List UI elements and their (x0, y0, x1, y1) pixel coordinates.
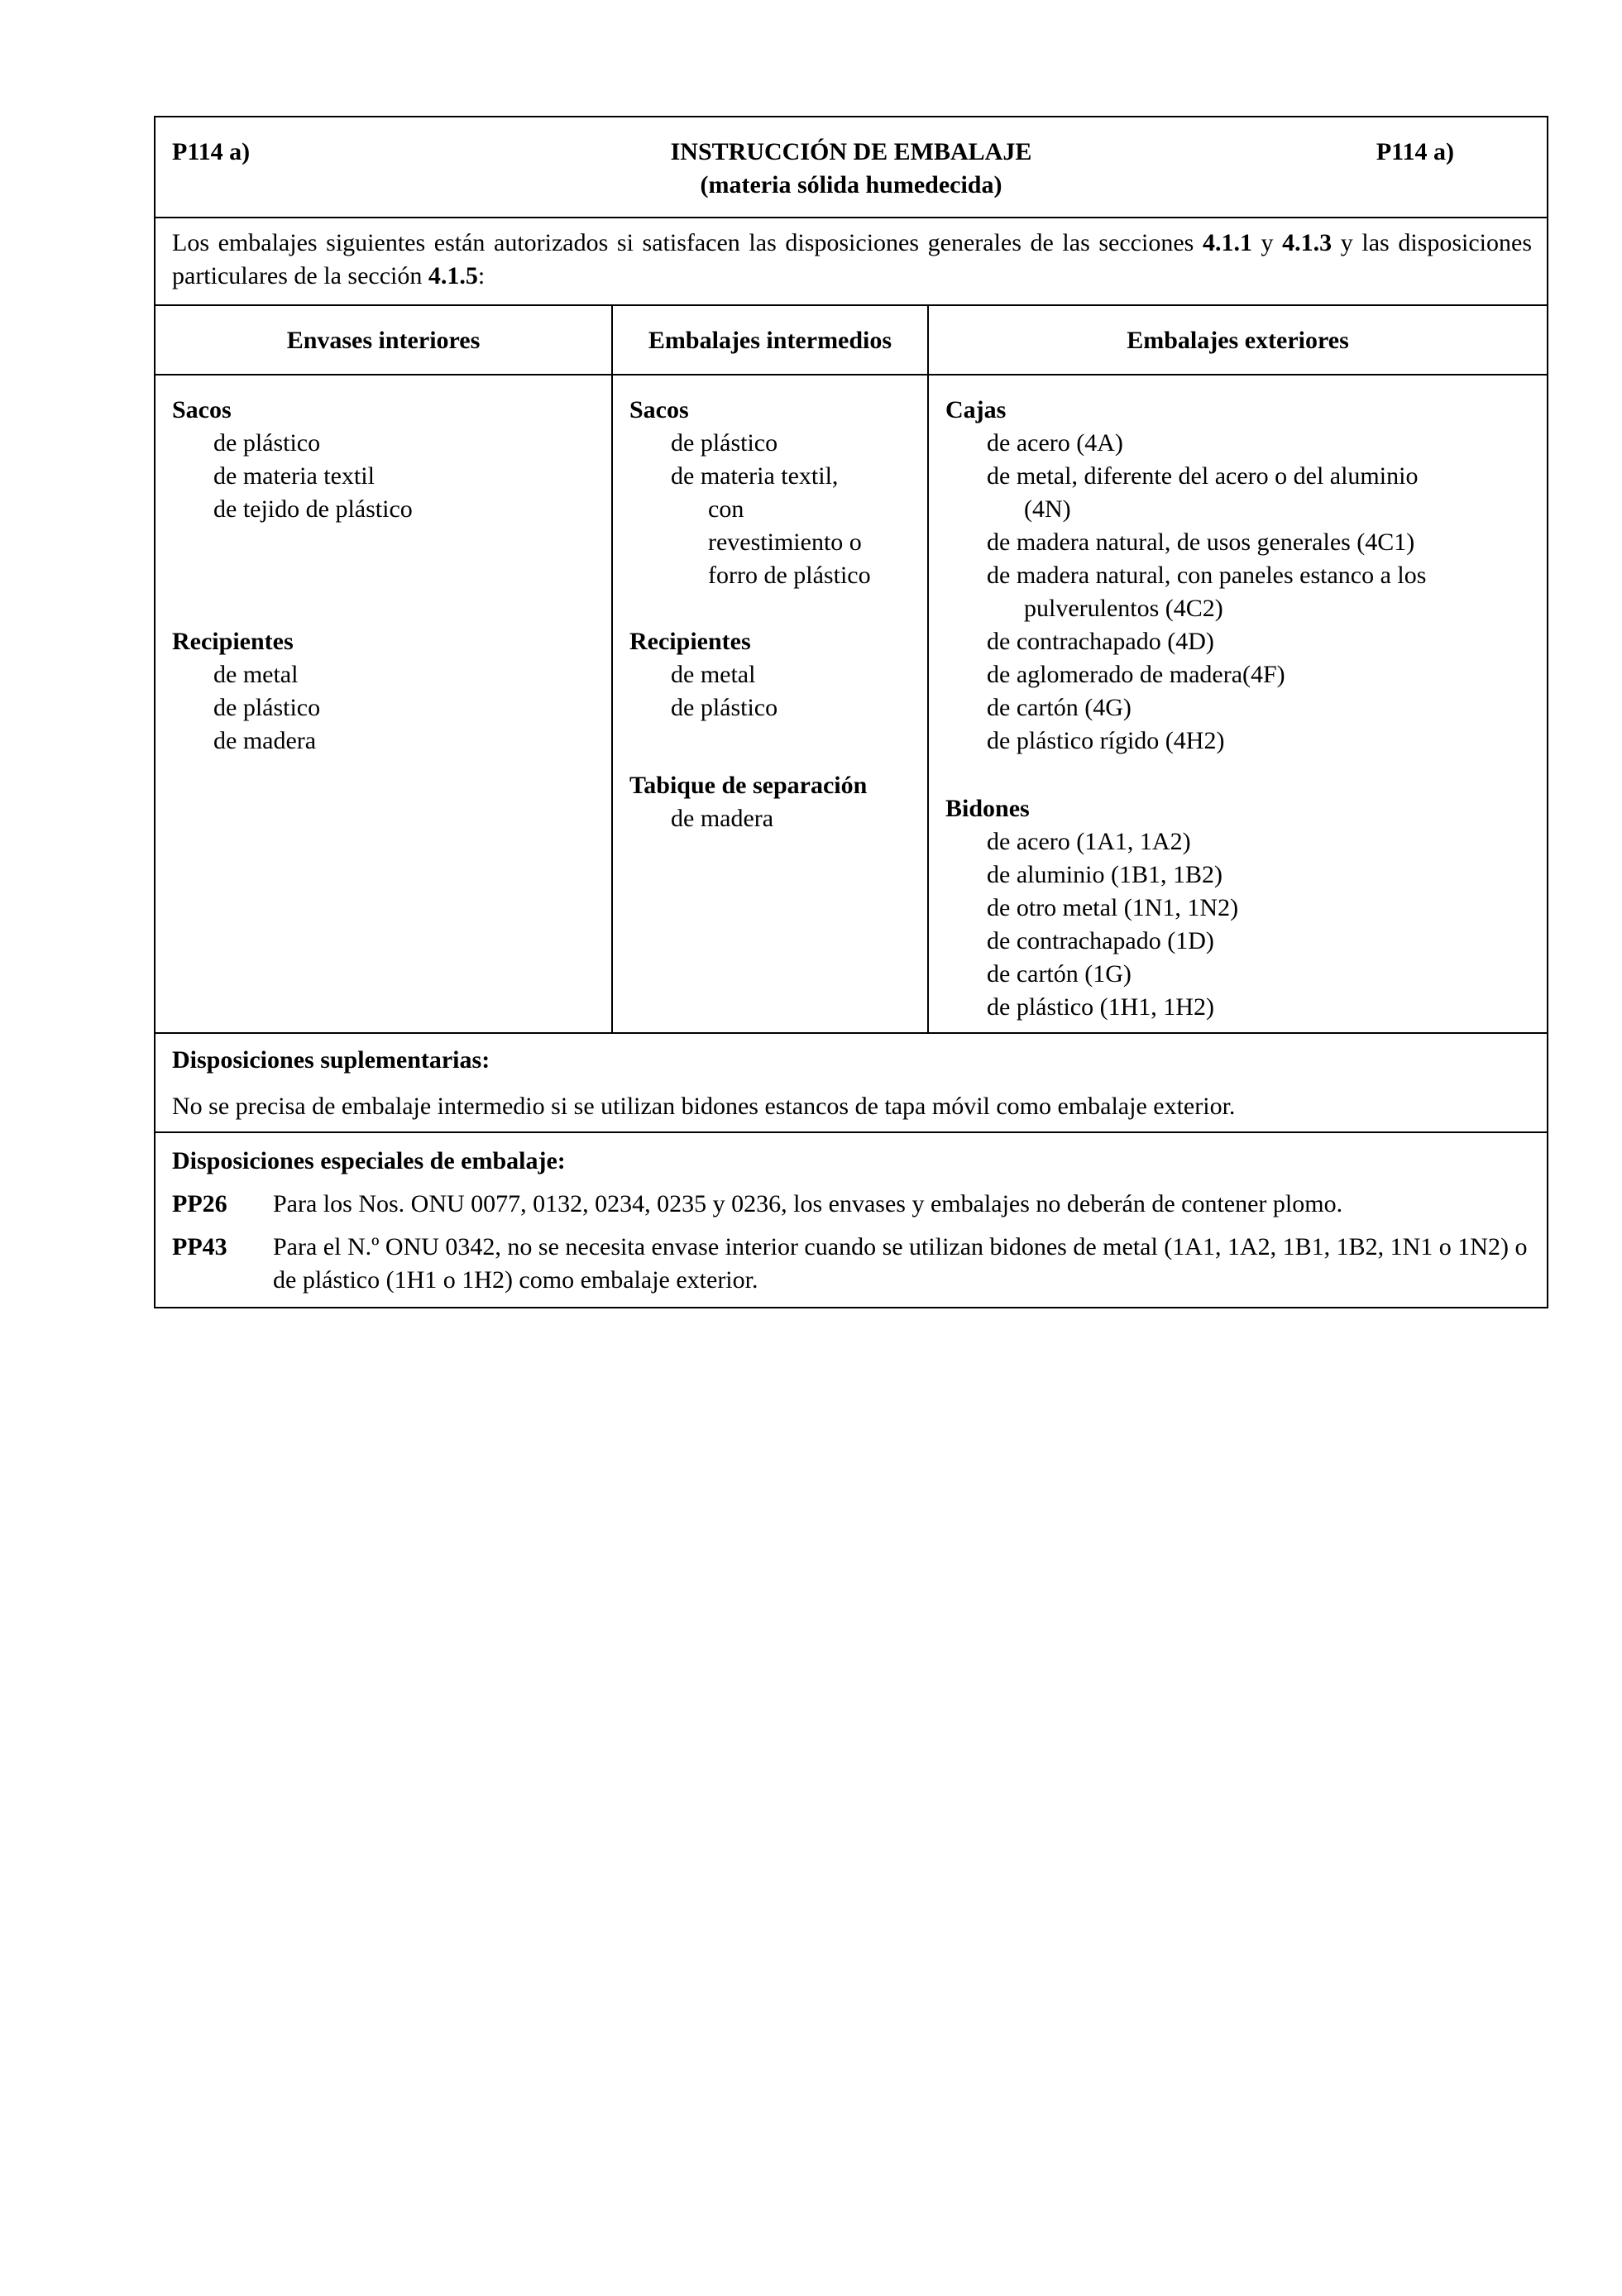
list-item: de plástico rígido (4H2) (987, 727, 1225, 754)
list-item: de madera natural, de usos generales (4C1) (987, 529, 1415, 556)
list-item: con (708, 495, 744, 523)
list-item: de materia textil, (671, 462, 839, 490)
list-item: de plástico (1H1, 1H2) (987, 993, 1214, 1021)
list-item: de plástico (671, 694, 778, 721)
supplementary-text: No se precisa de embalaje intermedio si se utilizan bidones estancos de tapa móvil como embalaje exterior. (172, 1093, 1236, 1120)
list-item: de plástico (213, 429, 321, 457)
column-header-inner: Envases interiores (156, 306, 613, 374)
provision-text: Para el N.º ONU 0342, no se necesita envase interior cuando se utilizan bidones de metal (1A1, 1A2, 1B1, 1B2, 1N1 o 1N2) o de plástico (1H1 o 1H2) como embalaje exterior. (273, 1233, 1528, 1294)
provision-text: Para los Nos. ONU 0077, 0132, 0234, 0235 y 0236, los envases y embalajes no deberán de contener plomo. (273, 1190, 1343, 1217)
outer-group-title: Cajas (945, 396, 1007, 423)
list-item: revestimiento o (708, 529, 862, 556)
inner-packagings-column (156, 375, 613, 1032)
list-item: de metal (213, 661, 299, 688)
section-ref-415: 4.1.5 (428, 262, 478, 289)
list-item: de plástico (213, 694, 321, 721)
instruction-title: INSTRUCCIÓN DE EMBALAJE (670, 138, 1032, 165)
instruction-code-left: P114 a) (172, 138, 251, 165)
list-item: de materia textil (213, 462, 375, 490)
intermediate-group-title: Recipientes (629, 628, 751, 655)
list-item: pulverulentos (4C2) (1024, 595, 1223, 622)
packing-instruction-table (154, 116, 1548, 1308)
special-provision-item (172, 1231, 1532, 1297)
list-item: (4N) (1024, 495, 1071, 523)
list-item: de cartón (1G) (987, 960, 1132, 988)
list-item: de contrachapado (1D) (987, 927, 1214, 954)
instruction-code-right: P114 a) (1376, 138, 1454, 165)
intro-colon: : (477, 262, 486, 289)
intermediate-packagings-column (613, 375, 929, 1032)
list-item: de madera (671, 805, 774, 832)
section-ref-411: 4.1.1 (1202, 229, 1252, 256)
intermediate-group-title: Tabique de separación (629, 772, 868, 799)
inner-group-title: Recipientes (172, 628, 294, 655)
title-row (156, 117, 1547, 218)
intro-text: Los embalajes siguientes están autorizados si satisfacen las disposiciones generales de las secciones (172, 229, 1203, 256)
list-item: de madera natural, con paneles estanco a los (987, 562, 1427, 589)
list-item: de metal, diferente del acero o del aluminio (987, 462, 1419, 490)
supplementary-title: Disposiciones suplementarias: (172, 1046, 490, 1074)
outer-group-title: Bidones (945, 795, 1030, 822)
inner-group-title: Sacos (172, 396, 232, 423)
list-item: de tejido de plástico (213, 495, 413, 523)
instruction-subtitle: (materia sólida humedecida) (700, 171, 1002, 199)
section-ref-413: 4.1.3 (1282, 229, 1333, 256)
list-item: de aluminio (1B1, 1B2) (987, 861, 1222, 888)
special-title: Disposiciones especiales de embalaje: (172, 1147, 566, 1174)
list-item: de aglomerado de madera(4F) (987, 661, 1285, 688)
intro-row (156, 218, 1547, 306)
special-provision-item (172, 1188, 1532, 1221)
list-item: forro de plástico (708, 562, 871, 589)
list-item: de plástico (671, 429, 778, 457)
list-item: de contrachapado (4D) (987, 628, 1214, 655)
list-item: de acero (4A) (987, 429, 1123, 457)
list-item: de metal (671, 661, 756, 688)
provision-code: PP43 (172, 1233, 227, 1260)
intro-and: y (1251, 229, 1283, 256)
column-header-outer: Embalajes exteriores (1127, 327, 1349, 354)
provision-code: PP26 (172, 1190, 227, 1217)
column-header-intermediate: Embalajes intermedios (613, 306, 929, 374)
list-item: de otro metal (1N1, 1N2) (987, 894, 1239, 921)
special-provisions-row (156, 1133, 1547, 1307)
list-item: de madera (213, 727, 317, 754)
supplementary-provisions-row (156, 1034, 1547, 1133)
column-header-row (156, 306, 1547, 375)
list-item: de cartón (4G) (987, 694, 1132, 721)
title-block (156, 136, 1547, 202)
list-item: de acero (1A1, 1A2) (987, 828, 1191, 855)
intro-text-2: y las disposiciones particulares de la sección (172, 229, 1532, 289)
outer-packagings-column (929, 375, 1547, 1032)
packaging-body-row (156, 375, 1547, 1034)
intermediate-group-title: Sacos (629, 396, 689, 423)
